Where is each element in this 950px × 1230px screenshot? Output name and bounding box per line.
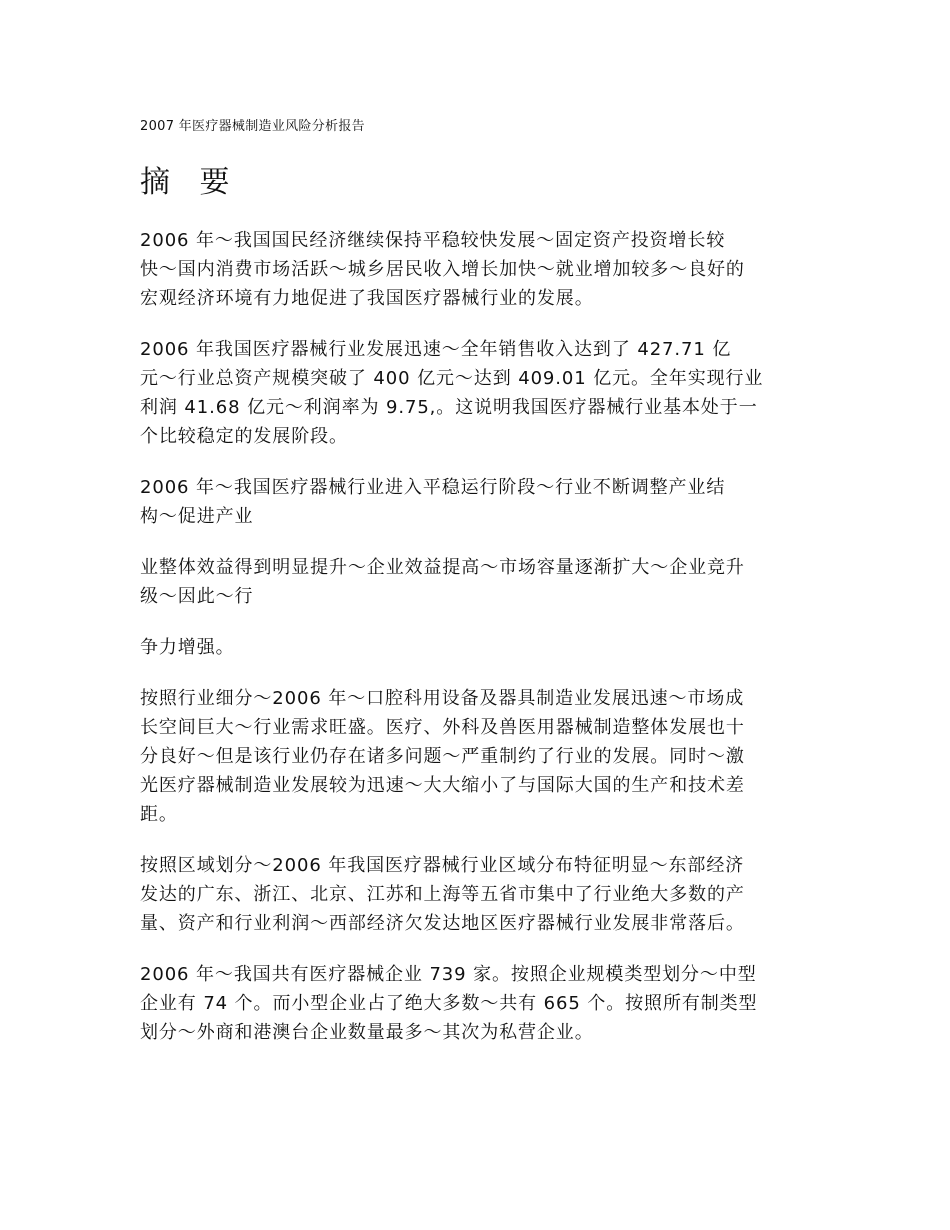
paragraph-line: 企业有 74 个。而小型企业占了绝大多数～共有 665 个。按照所有制类型 — [140, 993, 758, 1014]
paragraph-line: 业整体效益得到明显提升～企业效益提高～市场容量逐渐扩大～企业竞升 — [140, 557, 745, 578]
paragraph-line: 快～国内消费市场活跃～城乡居民收入增长加快～就业增加较多～良好的 — [140, 259, 745, 280]
paragraph — [140, 553, 812, 611]
paragraph-line: 按照区域划分～2006 年我国医疗器械行业区域分布特征明显～东部经济 — [140, 855, 745, 876]
paragraph-line: 划分～外商和港澳台企业数量最多～其次为私营企业。 — [140, 1022, 594, 1043]
paragraph-line: 量、资产和行业利润～西部经济欠发达地区医疗器械行业发展非常落后。 — [140, 913, 745, 934]
paragraph — [140, 684, 812, 829]
paragraph-line: 光医疗器械制造业发展较为迅速～大大缩小了与国际大国的生产和技术差 — [140, 775, 745, 796]
paragraph-line: 2006 年～我国国民经济继续保持平稳较快发展～固定资产投资增长较 — [140, 230, 726, 251]
paragraph-line: 2006 年～我国共有医疗器械企业 739 家。按照企业规模类型划分～中型 — [140, 964, 757, 985]
paragraph-line: 争力增强。 — [140, 637, 235, 658]
paragraph-line: 元～行业总资产规模突破了 400 亿元～达到 409.01 亿元。全年实现行业 — [140, 368, 764, 389]
paragraph — [140, 960, 812, 1047]
paragraph-line: 分良好～但是该行业仍存在诸多问题～严重制约了行业的发展。同时～激 — [140, 746, 745, 767]
paragraph-line: 个比较稳定的发展阶段。 — [140, 426, 348, 447]
paragraph — [140, 335, 812, 451]
abstract-body — [140, 226, 812, 1069]
paragraph-line: 长空间巨大～行业需求旺盛。医疗、外科及兽医用器械制造整体发展也十 — [140, 717, 745, 738]
paragraph-line: 2006 年我国医疗器械行业发展迅速～全年销售收入达到了 427.71 亿 — [140, 339, 732, 360]
paragraph-line: 级～因此～行 — [140, 586, 254, 607]
paragraph-line: 距。 — [140, 804, 178, 825]
paragraph-line: 利润 41.68 亿元～利润率为 9.75,。这说明我国医疗器械行业基本处于一 — [140, 397, 758, 418]
abstract-title: 摘 要 — [140, 165, 240, 200]
paragraph-line: 2006 年～我国医疗器械行业进入平稳运行阶段～行业不断调整产业结 — [140, 477, 726, 498]
paragraph-line: 发达的广东、浙江、北京、江苏和上海等五省市集中了行业绝大多数的产 — [140, 884, 745, 905]
paragraph — [140, 633, 812, 662]
paragraph — [140, 226, 812, 313]
paragraph — [140, 851, 812, 938]
paragraph-line: 构～促进产业 — [140, 506, 254, 527]
document-header: 2007 年医疗器械制造业风险分析报告 — [140, 119, 365, 134]
paragraph-line: 宏观经济环境有力地促进了我国医疗器械行业的发展。 — [140, 288, 594, 309]
paragraph-line: 按照行业细分～2006 年～口腔科用设备及器具制造业发展迅速～市场成 — [140, 688, 745, 709]
paragraph — [140, 473, 812, 531]
